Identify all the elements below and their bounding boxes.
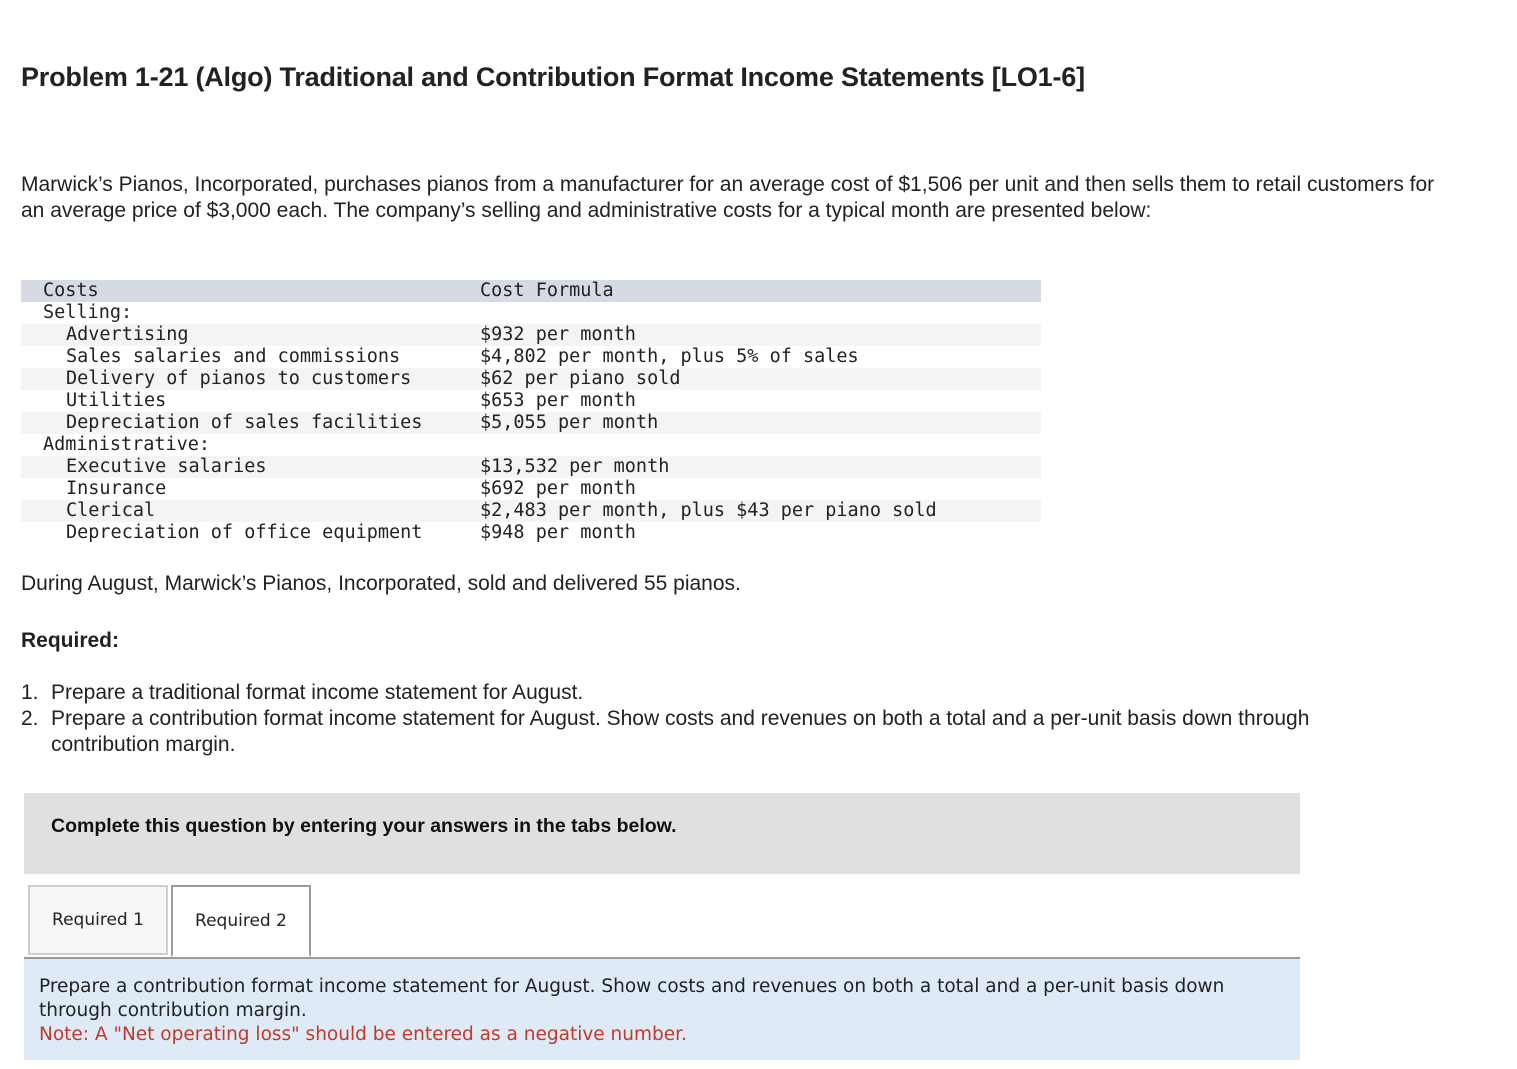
cost-name: Advertising (66, 324, 189, 345)
cost-name: Delivery of pianos to customers (66, 368, 412, 389)
cost-formula: $5,055 per month (480, 412, 659, 433)
table-row (21, 478, 1041, 500)
table-row (21, 412, 1041, 434)
requirement-number: 2. (21, 707, 39, 730)
requirement-number: 1. (21, 681, 39, 704)
tab-required-1[interactable]: Required 1 (28, 885, 168, 955)
administrative-section-row (21, 434, 1041, 456)
costs-column-header: Costs (43, 280, 99, 301)
cost-formula: $62 per piano sold (480, 368, 681, 389)
tab-required-2[interactable]: Required 2 (171, 885, 311, 957)
selling-section-row (21, 302, 1041, 324)
list-item (21, 706, 1421, 758)
requirement-text: Prepare a traditional format income statement for August. (51, 681, 584, 704)
requirements-list (21, 680, 1421, 758)
instructions-text: Prepare a contribution format income statement for August. Show costs and revenues on both a total and a per-unit basis down through contribution margin. (39, 976, 1225, 1021)
cost-formula-column-header: Cost Formula (480, 280, 614, 301)
cost-formula: $692 per month (480, 478, 636, 499)
instructions-banner (24, 793, 1300, 874)
cost-formula-table (21, 280, 1041, 544)
cost-formula: $2,483 per month, plus $43 per piano sold (480, 500, 937, 521)
administrative-label: Administrative: (43, 434, 211, 455)
cost-name: Sales salaries and commissions (66, 346, 401, 367)
tab-bar (24, 885, 1300, 959)
table-row (21, 346, 1041, 368)
problem-title: Problem 1-21 (Algo) Traditional and Contribution Format Income Statements [LO1-6] (21, 62, 1085, 92)
table-row (21, 390, 1041, 412)
cost-name: Depreciation of office equipment (66, 522, 423, 543)
banner-text: Complete this question by entering your answers in the tabs below. (51, 815, 677, 837)
tab-instructions-panel (24, 959, 1300, 1060)
selling-label: Selling: (43, 302, 133, 323)
cost-formula: $932 per month (480, 324, 636, 345)
list-item (21, 680, 1421, 706)
table-row (21, 500, 1041, 522)
cost-formula: $653 per month (480, 390, 636, 411)
table-row (21, 456, 1041, 478)
cost-name: Clerical (66, 500, 156, 521)
cost-name: Depreciation of sales facilities (66, 412, 423, 433)
cost-formula: $948 per month (480, 522, 636, 543)
cost-name: Utilities (66, 390, 167, 411)
requirement-text: Prepare a contribution format income statement for August. Show costs and revenues on both a total and a per-unit basis down through contribution margin. (51, 707, 1310, 756)
sales-volume-statement: During August, Marwick’s Pianos, Incorporated, sold and delivered 55 pianos. (21, 572, 741, 595)
table-row (21, 522, 1041, 544)
instructions-note: Note: A "Net operating loss" should be entered as a negative number. (39, 1024, 687, 1045)
table-header-row (21, 280, 1041, 302)
cost-formula: $4,802 per month, plus 5% of sales (480, 346, 859, 367)
table-row (21, 324, 1041, 346)
required-heading: Required: (21, 629, 120, 652)
table-row (21, 368, 1041, 390)
cost-name: Executive salaries (66, 456, 267, 477)
cost-formula: $13,532 per month (480, 456, 670, 477)
problem-intro: Marwick’s Pianos, Incorporated, purchases pianos from a manufacturer for an average cost of $1,506 per unit and then sells them to retail customers for an average price of $3,000 each. The company’s selling and administrative costs for a typical month are presented below: (21, 173, 1435, 222)
cost-name: Insurance (66, 478, 167, 499)
